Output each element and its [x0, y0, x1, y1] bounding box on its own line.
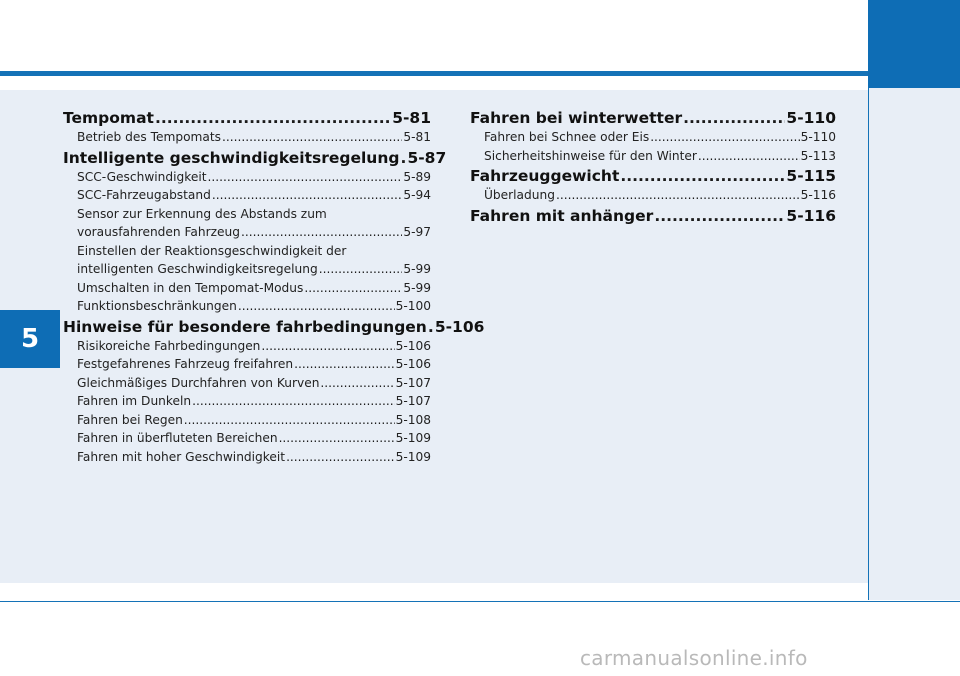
toc-subentry-line1[interactable]: Einstellen der Reaktionsgeschwindigkeit der	[77, 243, 347, 258]
header-rule	[0, 71, 868, 76]
right-margin-strip	[868, 0, 960, 600]
toc-subentry[interactable]: Umschalten in den Tempomat-Modus ..... 5-99	[63, 279, 431, 298]
footer-rule	[0, 601, 960, 602]
toc-entry-tempomat[interactable]: Tempomat ..... 5-81	[63, 108, 431, 128]
toc-subentry[interactable]: Gleichmäßiges Durchfahren von Kurven ..... 5-107	[63, 374, 431, 393]
toc-subentry[interactable]: Fahren bei Schnee oder Eis ..... 5-110	[470, 128, 836, 147]
toc-entry-hinweise-fuer-besondere-fahrbedingungen[interactable]: Hinweise für besondere fahrbedingungen ..... 5-106	[63, 317, 431, 337]
watermark-text: carmanualsonline.info	[580, 646, 808, 670]
toc-subentry[interactable]: Fahren mit hoher Geschwindigkeit ..... 5-109	[63, 448, 431, 467]
toc-subentry[interactable]: Festgefahrenes Fahrzeug freifahren ..... 5-106	[63, 355, 431, 374]
toc-entry-fahren-bei-winterwetter[interactable]: Fahren bei winterwetter ..... 5-110	[470, 108, 836, 128]
toc-subentry[interactable]: Fahren bei Regen ..... 5-108	[63, 411, 431, 430]
toc-subentry[interactable]: Fahren in überfluteten Bereichen ..... 5-109	[63, 429, 431, 448]
toc-subentry[interactable]: Fahren im Dunkeln ..... 5-107	[63, 392, 431, 411]
toc-left-column	[63, 107, 485, 466]
toc-subentry[interactable]: Überladung ..... 5-116	[470, 186, 836, 205]
chapter-number: 5	[20, 324, 40, 354]
toc-subentry[interactable]: SCC-Geschwindigkeit ..... 5-89	[63, 168, 431, 187]
toc-subentry[interactable]: Sicherheitshinweise für den Winter ..... 5-113	[470, 147, 836, 166]
toc-entry-intelligente-geschwindigkeitsregelung[interactable]: Intelligente geschwindigkeitsregelung ..... 5-87	[63, 148, 431, 168]
toc-subentry[interactable]: Risikoreiche Fahrbedingungen ..... 5-106	[63, 337, 431, 356]
toc-subentry[interactable]: vorausfahrenden Fahrzeug ..... 5-97	[63, 223, 431, 242]
toc-subentry-line1[interactable]: Sensor zur Erkennung des Abstands zum	[77, 206, 327, 221]
toc-subentry[interactable]: Funktionsbeschränkungen ..... 5-100	[63, 297, 431, 316]
toc-entry-fahren-mit-anhaenger[interactable]: Fahren mit anhänger ..... 5-116	[470, 206, 836, 226]
toc-subentry[interactable]: intelligenten Geschwindigkeitsregelung ..... 5-99	[63, 260, 431, 279]
chapter-tab[interactable]	[0, 310, 60, 368]
toc-right-column	[470, 107, 836, 226]
toc-entry-fahrzeuggewicht[interactable]: Fahrzeuggewicht ..... 5-115	[470, 166, 836, 186]
toc-subentry[interactable]: SCC-Fahrzeugabstand ..... 5-94	[63, 186, 431, 205]
toc-subentry[interactable]: Betrieb des Tempomats ..... 5-81	[63, 128, 431, 147]
corner-tab	[868, 0, 960, 88]
